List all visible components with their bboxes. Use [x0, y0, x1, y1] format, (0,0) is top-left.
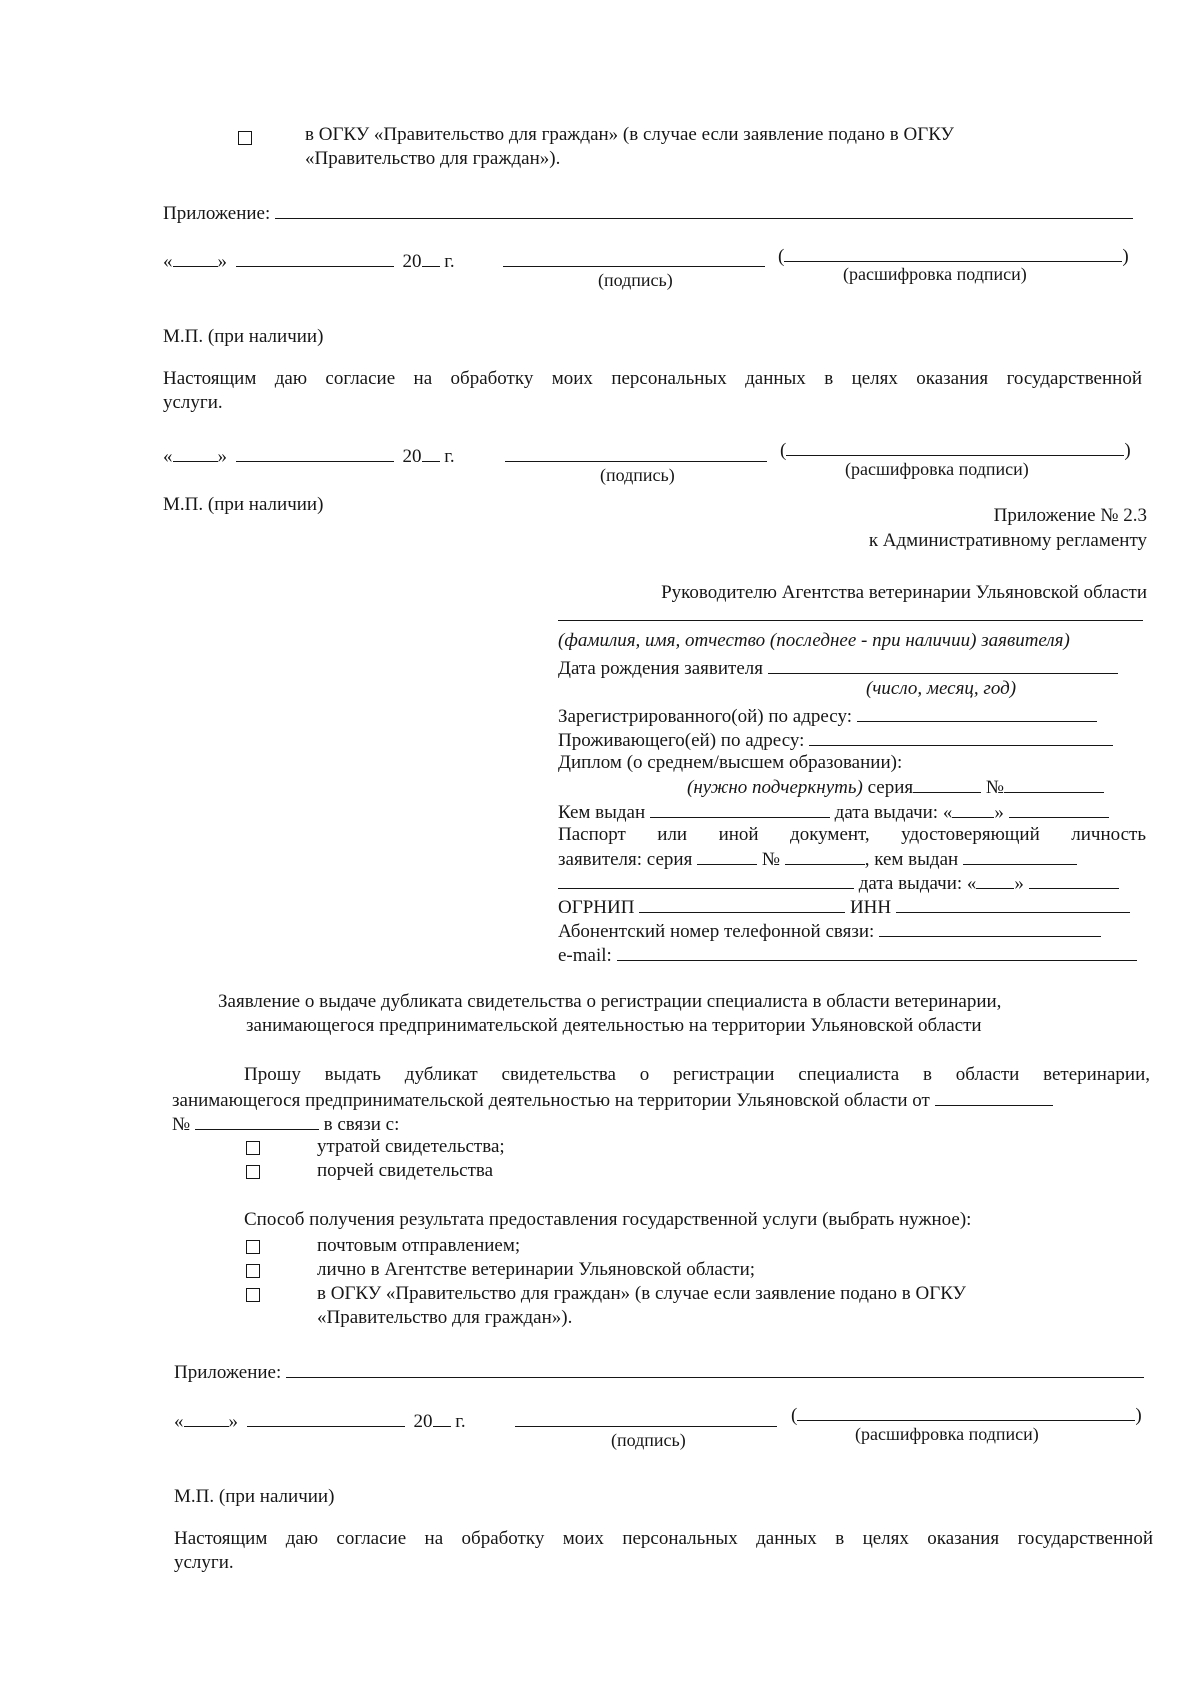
- attachment-label: Приложение:: [163, 203, 271, 224]
- passport-issue-day-field[interactable]: [976, 871, 1014, 889]
- email-row: e-mail:: [558, 943, 1137, 968]
- date-signature-row-2: « » 20 г.: [163, 446, 455, 467]
- diploma-number-field[interactable]: [1004, 775, 1104, 793]
- certificate-number-row: № в связи с:: [172, 1114, 400, 1135]
- diploma-label: Диплом (о среднем/высшем образовании):: [558, 752, 903, 773]
- checkbox-ogku-top[interactable]: [238, 131, 252, 145]
- ogrnip-inn-row: ОГРНИП ИНН: [558, 895, 1130, 920]
- attachment-field[interactable]: [275, 201, 1133, 219]
- year-field[interactable]: [433, 1409, 451, 1427]
- day-field[interactable]: [173, 444, 218, 462]
- seal-note-3: М.П. (при наличии): [174, 1486, 335, 1507]
- passport-series-row: заявителя: серия № , кем выдан: [558, 847, 1077, 872]
- statement-body: Прошу выдать дубликат свидетельства о регистрации специалиста в области ветеринарии,: [244, 1064, 1150, 1085]
- consent-text-bottom: Настоящим даю согласие на обработку моих персональных данных в целях оказания государственной: [174, 1528, 1153, 1549]
- decoding-field[interactable]: [786, 438, 1124, 456]
- signature-field[interactable]: [505, 444, 767, 462]
- method-option-mail: почтовым отправлением;: [317, 1235, 521, 1256]
- birth-date-row: Дата рождения заявителя: [558, 656, 1118, 681]
- fio-caption: (фамилия, имя, отчество (последнее - при наличии) заявителя): [558, 630, 1070, 651]
- reason-option-loss: утратой свидетельства;: [317, 1136, 505, 1157]
- passport-series-field[interactable]: [697, 847, 757, 865]
- statement-title: Заявление о выдаче дубликата свидетельства о регистрации специалиста в области ветеринарии,: [218, 991, 1002, 1012]
- living-address-field[interactable]: [809, 728, 1113, 746]
- month-field[interactable]: [236, 444, 394, 462]
- decoding-caption: (расшифровка подписи): [843, 264, 1027, 284]
- checkbox-ogku-top-label: в ОГКУ «Правительство для граждан» (в случае если заявление подано в ОГКУ: [305, 124, 954, 145]
- appendix-number: Приложение № 2.3: [993, 505, 1147, 526]
- year-field[interactable]: [422, 249, 440, 267]
- month-field[interactable]: [236, 249, 394, 267]
- date-signature-row-3: « » 20 г.: [174, 1411, 466, 1432]
- checkbox-ogku-top-label-cont: «Правительство для граждан»).: [305, 148, 561, 169]
- statement-body-cont: занимающегося предпринимательской деятельностью на территории Ульяновской области от: [172, 1088, 1053, 1113]
- ogrnip-field[interactable]: [639, 895, 845, 913]
- checkbox-damage[interactable]: [246, 1165, 260, 1179]
- decoding-line-2: ( ): [780, 440, 1131, 461]
- consent-text-top: Настоящим даю согласие на обработку моих персональных данных в целях оказания государственной: [163, 368, 1142, 389]
- consent-text-bottom-cont: услуги.: [174, 1552, 234, 1573]
- day-field[interactable]: [184, 1409, 229, 1427]
- delivery-method-label: Способ получения результата предоставления государственной услуги (выбрать нужное):: [244, 1209, 972, 1230]
- signature-caption: (подпись): [600, 465, 675, 485]
- attachment-field[interactable]: [286, 1360, 1144, 1378]
- method-option-ogku-cont: «Правительство для граждан»).: [317, 1307, 573, 1328]
- issued-by-row: Кем выдан дата выдачи: « »: [558, 800, 1109, 825]
- decoding-caption: (расшифровка подписи): [845, 459, 1029, 479]
- passport-number-field[interactable]: [785, 847, 865, 865]
- date-signature-row-1: « » 20 г.: [163, 251, 455, 272]
- year-field[interactable]: [422, 444, 440, 462]
- diploma-issued-by-field[interactable]: [650, 800, 830, 818]
- checkbox-in-person[interactable]: [246, 1264, 260, 1278]
- method-option-ogku: в ОГКУ «Правительство для граждан» (в случае если заявление подано в ОГКУ: [317, 1283, 966, 1304]
- appendix-reference: к Административному регламенту: [868, 530, 1147, 551]
- registered-address-field[interactable]: [857, 704, 1097, 722]
- decoding-line-3: ( ): [791, 1405, 1142, 1426]
- birth-date-field[interactable]: [768, 656, 1118, 674]
- applicant-fio-row: [558, 603, 1143, 628]
- addressee-to: Руководителю Агентства ветеринарии Ульяновской области: [661, 582, 1147, 603]
- diploma-issue-day-field[interactable]: [952, 800, 994, 818]
- diploma-series-row: (нужно подчеркнуть) серия №: [687, 775, 1104, 800]
- checkbox-mail[interactable]: [246, 1240, 260, 1254]
- day-field[interactable]: [173, 249, 218, 267]
- passport-line: Паспорт или иной документ, удостоверяющий личность: [558, 824, 1146, 845]
- registered-address-row: Зарегистрированного(ой) по адресу:: [558, 704, 1097, 729]
- month-field[interactable]: [247, 1409, 405, 1427]
- method-option-in-person: лично в Агентстве ветеринарии Ульяновской области;: [317, 1259, 756, 1280]
- attachment-row-top: [163, 201, 1133, 226]
- passport-issue-row: дата выдачи: « »: [558, 871, 1119, 896]
- signature-field[interactable]: [503, 249, 765, 267]
- decoding-field[interactable]: [797, 1403, 1135, 1421]
- reason-option-damage: порчей свидетельства: [317, 1160, 494, 1181]
- passport-issued-by-cont-field[interactable]: [558, 871, 854, 889]
- phone-row: Абонентский номер телефонной связи:: [558, 919, 1101, 944]
- passport-issued-by-field[interactable]: [963, 847, 1077, 865]
- statement-title-cont: занимающегося предпринимательской деятельностью на территории Ульяновской области: [246, 1015, 982, 1036]
- signature-field[interactable]: [515, 1409, 777, 1427]
- inn-field[interactable]: [896, 895, 1130, 913]
- living-address-row: Проживающего(ей) по адресу:: [558, 728, 1113, 753]
- signature-caption: (подпись): [598, 270, 673, 290]
- consent-text-top-cont: услуги.: [163, 392, 223, 413]
- certificate-date-field[interactable]: [935, 1088, 1053, 1106]
- applicant-fio-field[interactable]: [558, 603, 1143, 621]
- decoding-line-1: ( ): [778, 246, 1129, 267]
- decoding-caption: (расшифровка подписи): [855, 1424, 1039, 1444]
- email-field[interactable]: [617, 943, 1137, 961]
- diploma-series-field[interactable]: [913, 775, 981, 793]
- phone-field[interactable]: [879, 919, 1101, 937]
- attachment-row-bottom: Приложение:: [174, 1360, 1144, 1385]
- seal-note-1: М.П. (при наличии): [163, 326, 324, 347]
- checkbox-loss[interactable]: [246, 1141, 260, 1155]
- signature-caption: (подпись): [611, 1430, 686, 1450]
- seal-note-2: М.П. (при наличии): [163, 494, 324, 515]
- checkbox-ogku[interactable]: [246, 1288, 260, 1302]
- certificate-number-field[interactable]: [195, 1112, 319, 1130]
- decoding-field[interactable]: [784, 244, 1122, 262]
- birth-caption: (число, месяц, год): [866, 678, 1017, 699]
- diploma-issue-date-field[interactable]: [1009, 800, 1109, 818]
- passport-issue-date-field[interactable]: [1029, 871, 1119, 889]
